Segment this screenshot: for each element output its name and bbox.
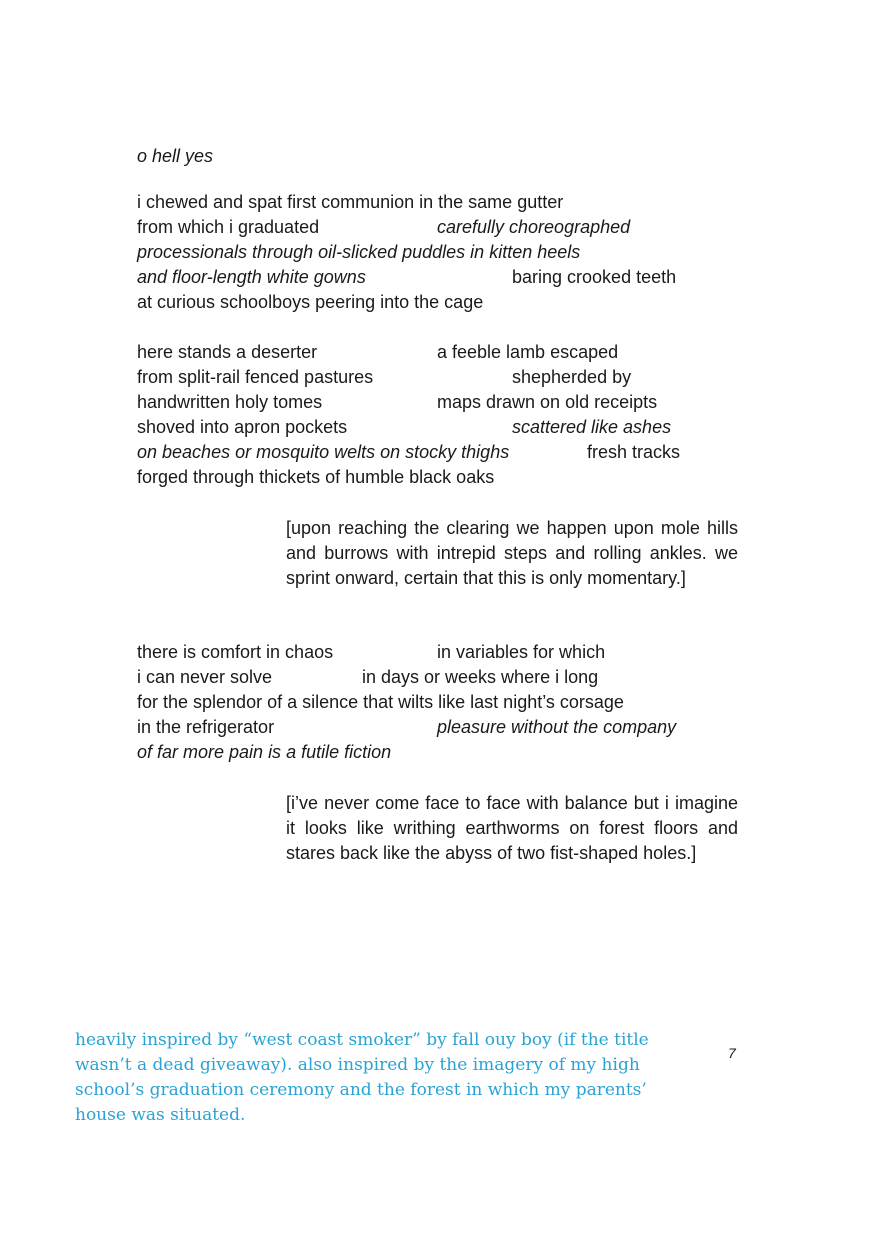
line-text: and floor-length white gowns bbox=[137, 267, 366, 287]
line-text: maps drawn on old receipts bbox=[437, 392, 658, 412]
poem-line bbox=[137, 640, 737, 665]
poem-line bbox=[137, 415, 737, 440]
line-text: on beaches or mosquito welts on stocky thighs bbox=[137, 442, 510, 462]
poem-line bbox=[137, 365, 737, 390]
line-text: pleasure without the company bbox=[437, 717, 677, 737]
line-text: of far more pain is a futile fiction bbox=[137, 742, 392, 762]
line-text: at curious schoolboys peering into the cage bbox=[137, 292, 484, 312]
line-text: scattered like ashes bbox=[512, 417, 672, 437]
poem-line bbox=[137, 690, 737, 715]
line-text: fresh tracks bbox=[587, 442, 681, 462]
poem-line bbox=[137, 740, 737, 765]
line-text: i chewed and spat first communion in the same gutter bbox=[137, 192, 564, 212]
line-text: a feeble lamb escaped bbox=[437, 342, 619, 362]
line-text: in days or weeks where i long bbox=[362, 667, 599, 687]
line-text: handwritten holy tomes bbox=[137, 392, 323, 412]
page-number: 7 bbox=[728, 1045, 736, 1061]
poem-line bbox=[137, 290, 737, 315]
poem-line bbox=[137, 440, 737, 465]
line-text: i can never solve bbox=[137, 667, 273, 687]
poem-line bbox=[137, 190, 737, 215]
line-text: here stands a deserter bbox=[137, 342, 318, 362]
poem-title: o hell yes bbox=[137, 146, 214, 166]
stanza-3 bbox=[137, 640, 737, 765]
line-text: forged through thickets of humble black oaks bbox=[137, 467, 495, 487]
poem-line bbox=[137, 465, 737, 490]
poem-line bbox=[137, 215, 737, 240]
line-text: shoved into apron pockets bbox=[137, 417, 348, 437]
bracketed-passage-1: [upon reaching the clearing we happen upon mole hills and burrows with intrepid steps and rolling ankles. we sprint onward, certain that this is only momentary.] bbox=[286, 518, 738, 588]
bracketed-passage-2: [i’ve never come face to face with balance but i imagine it looks like writhing earthworms on forest floors and stares back like the abyss of two fist-shaped holes.] bbox=[286, 793, 738, 863]
line-text: in variables for which bbox=[437, 642, 606, 662]
poem-line bbox=[137, 665, 737, 690]
line-text: there is comfort in chaos bbox=[137, 642, 334, 662]
author-note: heavily inspired by “west coast smoker” by fall ouy boy (if the title wasn’t a dead giveaway). also inspired by the imagery of my high school’s graduation ceremony and the forest in which my parents’ house was situated. bbox=[75, 1030, 649, 1125]
poem-line bbox=[137, 265, 737, 290]
line-text: for the splendor of a silence that wilts like last night’s corsage bbox=[137, 692, 624, 712]
line-text: from which i graduated bbox=[137, 217, 320, 237]
stanza-2 bbox=[137, 340, 737, 490]
line-text: baring crooked teeth bbox=[512, 267, 677, 287]
line-text: shepherded by bbox=[512, 367, 632, 387]
poem-line bbox=[137, 340, 737, 365]
poem-line bbox=[137, 240, 737, 265]
line-text: carefully choreographed bbox=[437, 217, 631, 237]
line-text: in the refrigerator bbox=[137, 717, 275, 737]
stanza-1 bbox=[137, 190, 737, 315]
poem-line bbox=[137, 390, 737, 415]
line-text: from split-rail fenced pastures bbox=[137, 367, 374, 387]
line-text: processionals through oil-slicked puddles in kitten heels bbox=[137, 242, 581, 262]
poem-line bbox=[137, 715, 737, 740]
